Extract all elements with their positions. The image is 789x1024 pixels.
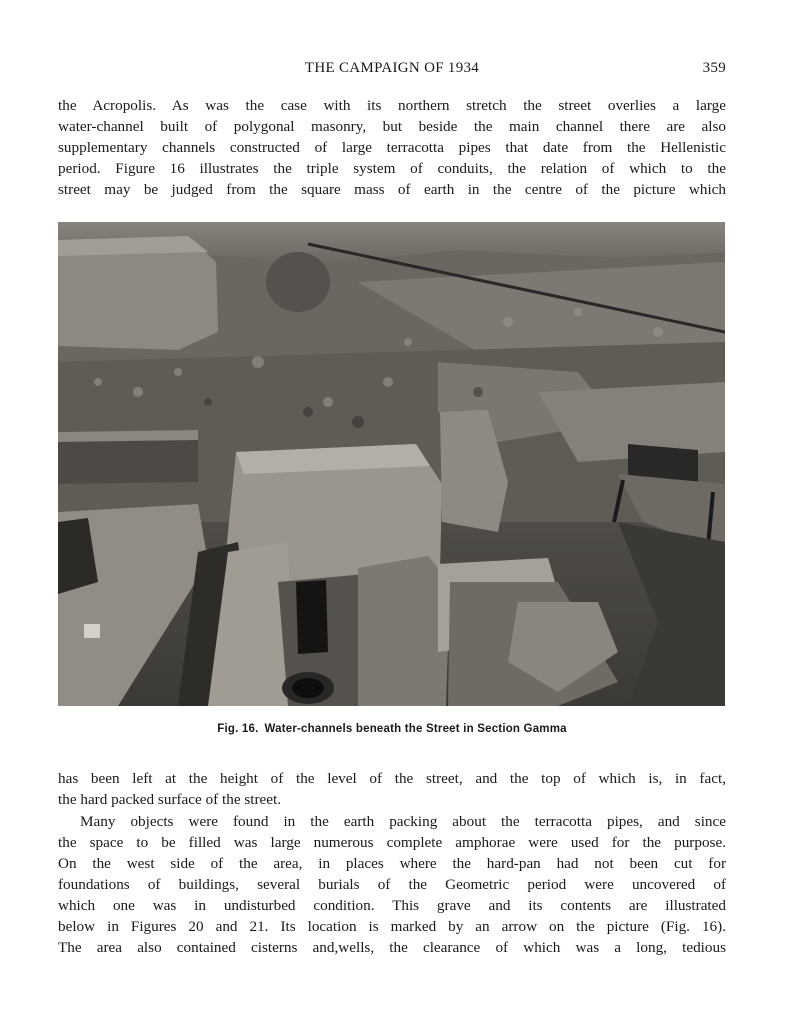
page-number: 359	[702, 60, 726, 76]
text-line: below in Figures 20 and 21. Its location is marked by an arrow on the picture (Fig. 16).	[58, 918, 726, 935]
running-head	[58, 60, 726, 80]
text-line: Many objects were found in the earth packing about the terracotta pipes, and since	[80, 813, 726, 830]
text-line: street may be judged from the square mass of earth in the centre of the picture which	[58, 181, 726, 198]
paragraph-next	[58, 811, 726, 958]
figure-caption	[58, 723, 726, 735]
text-line: the hard packed surface of the street.	[58, 791, 282, 808]
figure-label: Fig. 16.	[217, 723, 259, 735]
text-line: The area also contained cisterns and,wells, the clearance of which was a long, tedious	[58, 939, 726, 956]
excavation-photograph	[58, 222, 725, 706]
text-line: foundations of buildings, several burials of the Geometric period were uncovered of	[58, 876, 726, 893]
text-line: period. Figure 16 illustrates the triple system of conduits, the relation of which to the	[58, 160, 726, 177]
figure-caption-text: Water-channels beneath the Street in Section Gamma	[264, 723, 567, 735]
text-line: water-channel built of polygonal masonry, but beside the main channel there are also	[58, 118, 726, 135]
text-line: On the west side of the area, in places where the hard-pan had not been cut for	[58, 855, 726, 872]
running-title: THE CAMPAIGN OF 1934	[304, 60, 480, 76]
text-line: the space to be filled was large numerous complete amphorae were used for the purpose.	[58, 834, 726, 851]
paragraph-continued	[58, 768, 726, 810]
text-line: which one was in undisturbed condition. This grave and its contents are illustrated	[58, 897, 726, 914]
paragraph-top	[58, 95, 726, 200]
text-line: has been left at the height of the level of the street, and the top of which is, in fact,	[58, 770, 726, 787]
text-line: the Acropolis. As was the case with its northern stretch the street overlies a large	[58, 97, 726, 114]
text-line: supplementary channels constructed of large terracotta pipes that date from the Hellenistic	[58, 139, 726, 156]
